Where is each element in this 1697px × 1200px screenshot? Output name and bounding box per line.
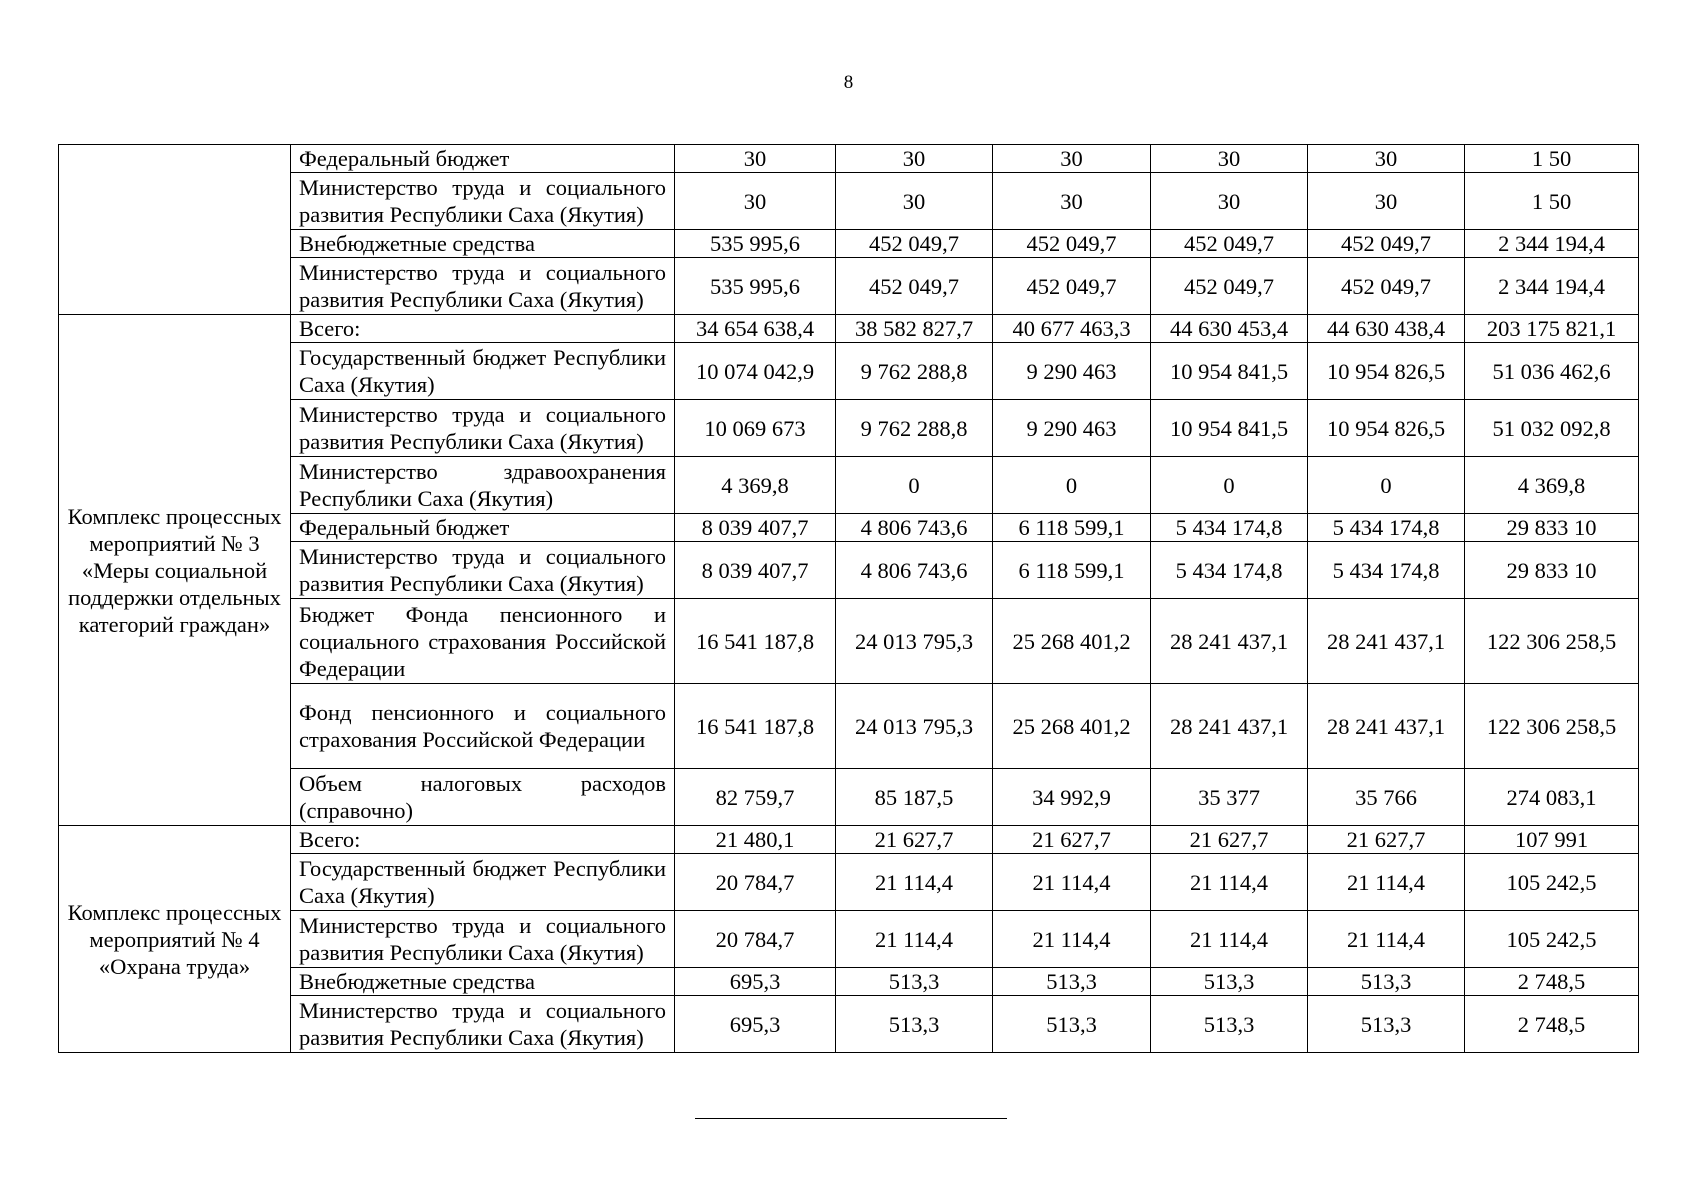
value-cell: 513,3 [1308,996,1465,1053]
table-row [59,315,1639,343]
value-cell: 30 [1151,173,1308,230]
table-row [59,145,1639,173]
group-label-complex-4: Комплекс процессных мероприятий № 4 «Охрана труда» [59,826,291,1053]
source-cell: Министерство труда и социального развития Республики Саха (Якутия) [291,173,675,230]
table-row [59,400,1639,457]
source-cell: Министерство труда и социального развития Республики Саха (Якутия) [291,400,675,457]
value-cell: 695,3 [675,996,836,1053]
source-cell: Федеральный бюджет [291,514,675,542]
group-label-continued [59,145,291,315]
value-cell: 21 114,4 [993,854,1151,911]
value-cell: 21 114,4 [993,911,1151,968]
value-cell: 35 766 [1308,769,1465,826]
value-cell: 30 [1308,173,1465,230]
source-cell: Государственный бюджет Республики Саха (Якутия) [291,343,675,400]
value-cell: 21 114,4 [836,854,993,911]
value-cell: 21 480,1 [675,826,836,854]
value-cell: 452 049,7 [1151,258,1308,315]
value-cell: 513,3 [836,996,993,1053]
value-cell: 40 677 463,3 [993,315,1151,343]
value-cell: 35 377 [1151,769,1308,826]
source-cell: Министерство труда и социального развития Республики Саха (Якутия) [291,542,675,599]
footer-divider-line [695,1118,1007,1119]
value-cell: 82 759,7 [675,769,836,826]
value-cell: 85 187,5 [836,769,993,826]
value-cell: 452 049,7 [993,230,1151,258]
value-cell: 16 541 187,8 [675,684,836,769]
total-cell: 29 833 10 [1465,542,1639,599]
value-cell: 0 [1308,457,1465,514]
total-cell: 1 50 [1465,173,1639,230]
value-cell: 452 049,7 [1308,230,1465,258]
value-cell: 30 [1308,145,1465,173]
value-cell: 10 954 826,5 [1308,400,1465,457]
value-cell: 30 [675,173,836,230]
table-row [59,542,1639,599]
value-cell: 10 954 841,5 [1151,343,1308,400]
value-cell: 0 [836,457,993,514]
value-cell: 535 995,6 [675,230,836,258]
value-cell: 10 954 826,5 [1308,343,1465,400]
source-cell: Внебюджетные средства [291,968,675,996]
value-cell: 28 241 437,1 [1151,599,1308,684]
value-cell: 24 013 795,3 [836,599,993,684]
value-cell: 9 290 463 [993,400,1151,457]
total-cell: 105 242,5 [1465,911,1639,968]
table-row [59,854,1639,911]
value-cell: 535 995,6 [675,258,836,315]
value-cell: 452 049,7 [1308,258,1465,315]
total-cell: 2 748,5 [1465,996,1639,1053]
value-cell: 10 954 841,5 [1151,400,1308,457]
total-cell: 29 833 10 [1465,514,1639,542]
value-cell: 25 268 401,2 [993,684,1151,769]
value-cell: 30 [1151,145,1308,173]
total-cell: 2 748,5 [1465,968,1639,996]
value-cell: 21 114,4 [1308,854,1465,911]
source-cell: Министерство труда и социального развития Республики Саха (Якутия) [291,911,675,968]
value-cell: 513,3 [836,968,993,996]
value-cell: 5 434 174,8 [1308,542,1465,599]
total-cell: 51 032 092,8 [1465,400,1639,457]
table-row [59,230,1639,258]
value-cell: 695,3 [675,968,836,996]
table-row [59,826,1639,854]
total-cell: 107 991 [1465,826,1639,854]
value-cell: 452 049,7 [993,258,1151,315]
value-cell: 513,3 [1151,968,1308,996]
value-cell: 513,3 [1308,968,1465,996]
value-cell: 25 268 401,2 [993,599,1151,684]
budget-table [58,144,1639,1053]
value-cell: 9 762 288,8 [836,343,993,400]
source-cell: Бюджет Фонда пенсионного и социального страхования Российской Федерации [291,599,675,684]
table-row [59,968,1639,996]
table-row [59,173,1639,230]
value-cell: 30 [675,145,836,173]
value-cell: 452 049,7 [836,258,993,315]
table-row [59,258,1639,315]
total-cell: 122 306 258,5 [1465,599,1639,684]
source-cell: Министерство здравоохранения Республики Саха (Якутия) [291,457,675,514]
value-cell: 30 [836,173,993,230]
value-cell: 20 784,7 [675,854,836,911]
total-cell: 1 50 [1465,145,1639,173]
table-row [59,769,1639,826]
value-cell: 21 627,7 [993,826,1151,854]
value-cell: 8 039 407,7 [675,514,836,542]
value-cell: 10 074 042,9 [675,343,836,400]
value-cell: 20 784,7 [675,911,836,968]
source-cell: Всего: [291,826,675,854]
source-cell: Министерство труда и социального развития Республики Саха (Якутия) [291,996,675,1053]
value-cell: 28 241 437,1 [1151,684,1308,769]
table-row [59,514,1639,542]
value-cell: 30 [993,173,1151,230]
value-cell: 30 [836,145,993,173]
total-cell: 274 083,1 [1465,769,1639,826]
value-cell: 4 369,8 [675,457,836,514]
value-cell: 513,3 [1151,996,1308,1053]
value-cell: 28 241 437,1 [1308,684,1465,769]
table-row [59,684,1639,769]
page-number: 8 [843,72,854,93]
source-cell: Государственный бюджет Республики Саха (Якутия) [291,854,675,911]
table-row [59,457,1639,514]
value-cell: 34 992,9 [993,769,1151,826]
value-cell: 28 241 437,1 [1308,599,1465,684]
value-cell: 21 627,7 [1308,826,1465,854]
table-row [59,911,1639,968]
total-cell: 2 344 194,4 [1465,230,1639,258]
value-cell: 21 627,7 [1151,826,1308,854]
total-cell: 4 369,8 [1465,457,1639,514]
value-cell: 5 434 174,8 [1308,514,1465,542]
value-cell: 44 630 453,4 [1151,315,1308,343]
value-cell: 4 806 743,6 [836,542,993,599]
value-cell: 16 541 187,8 [675,599,836,684]
value-cell: 8 039 407,7 [675,542,836,599]
value-cell: 44 630 438,4 [1308,315,1465,343]
source-cell: Министерство труда и социального развития Республики Саха (Якутия) [291,258,675,315]
value-cell: 10 069 673 [675,400,836,457]
source-cell: Фонд пенсионного и социального страхования Российской Федерации [291,684,675,769]
value-cell: 0 [1151,457,1308,514]
value-cell: 21 627,7 [836,826,993,854]
value-cell: 38 582 827,7 [836,315,993,343]
source-cell: Внебюджетные средства [291,230,675,258]
value-cell: 6 118 599,1 [993,514,1151,542]
value-cell: 4 806 743,6 [836,514,993,542]
value-cell: 21 114,4 [1151,911,1308,968]
table-row [59,599,1639,684]
total-cell: 51 036 462,6 [1465,343,1639,400]
value-cell: 21 114,4 [1151,854,1308,911]
value-cell: 30 [993,145,1151,173]
value-cell: 0 [993,457,1151,514]
value-cell: 513,3 [993,996,1151,1053]
source-cell: Всего: [291,315,675,343]
total-cell: 2 344 194,4 [1465,258,1639,315]
value-cell: 21 114,4 [836,911,993,968]
table-row [59,996,1639,1053]
source-cell: Объем налоговых расходов (справочно) [291,769,675,826]
value-cell: 34 654 638,4 [675,315,836,343]
table-row [59,343,1639,400]
total-cell: 122 306 258,5 [1465,684,1639,769]
total-cell: 105 242,5 [1465,854,1639,911]
value-cell: 24 013 795,3 [836,684,993,769]
source-cell: Федеральный бюджет [291,145,675,173]
total-cell: 203 175 821,1 [1465,315,1639,343]
group-label-complex-3: Комплекс процессных мероприятий № 3 «Меры социальной поддержки отдельных категорий граждан» [59,315,291,826]
value-cell: 452 049,7 [1151,230,1308,258]
value-cell: 513,3 [993,968,1151,996]
value-cell: 452 049,7 [836,230,993,258]
value-cell: 9 762 288,8 [836,400,993,457]
value-cell: 9 290 463 [993,343,1151,400]
value-cell: 5 434 174,8 [1151,514,1308,542]
value-cell: 5 434 174,8 [1151,542,1308,599]
value-cell: 6 118 599,1 [993,542,1151,599]
value-cell: 21 114,4 [1308,911,1465,968]
